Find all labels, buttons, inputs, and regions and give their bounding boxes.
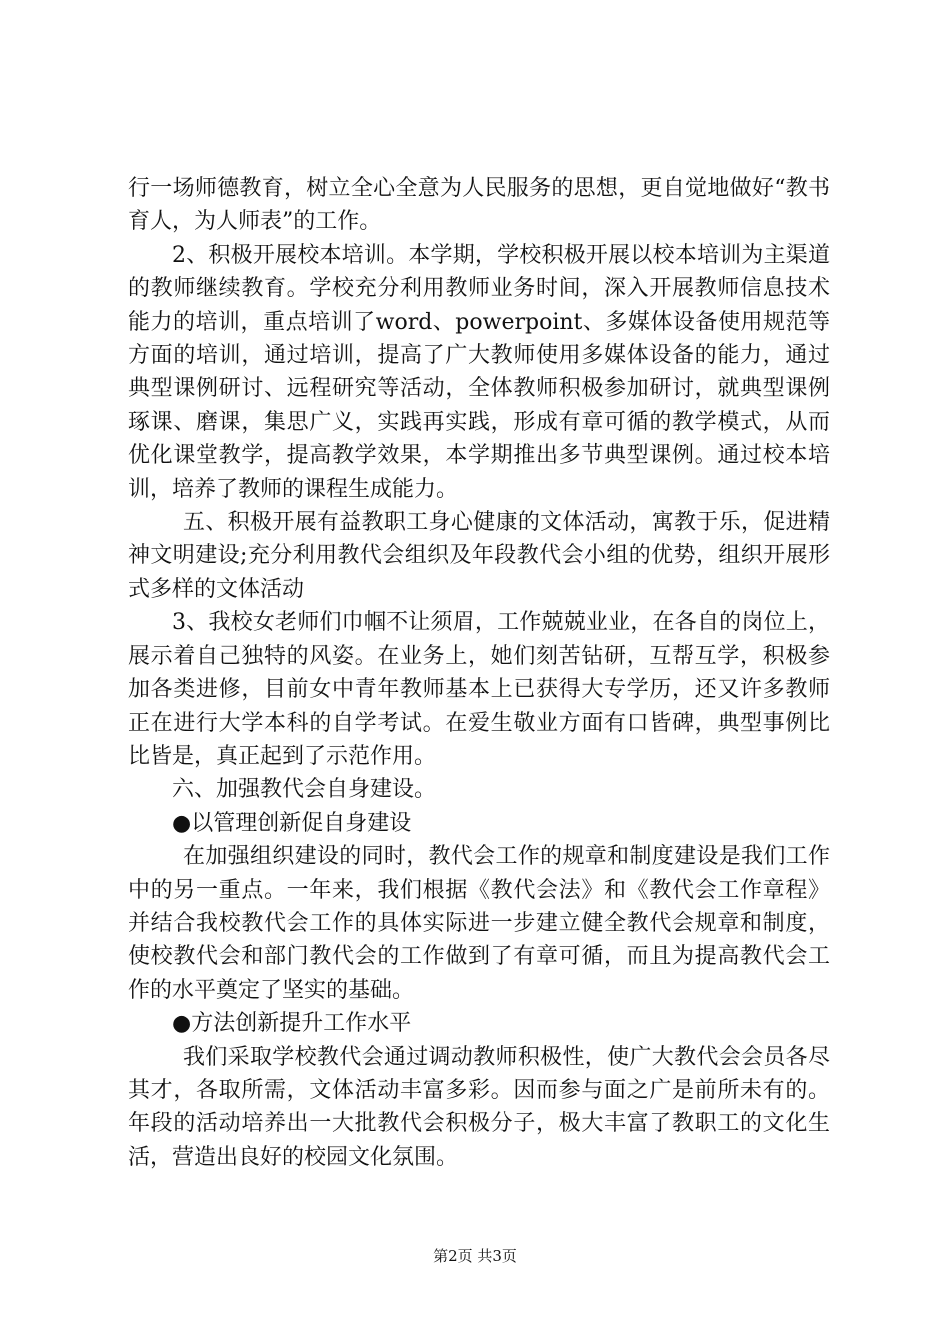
paragraph-rules-building: 在加强组织建设的同时，教代会工作的规章和制度建设是我们工作中的另一重点。一年来，我们根据《教代会法》和《教代会工作章程》并结合我校教代会工作的具体实际进一步建立健全教代会规章和制度，使校教代会和部门教代会的工作做到了有章可循，而且为提高教代会工作的水平奠定了坚实的基础。: [128, 844, 830, 1003]
paragraph-female-teachers: 3、我校女老师们巾帼不让须眉，工作兢兢业业，在各自的岗位上，展示着自己独特的风姿。在业务上，她们刻苦钻研，互帮互学，积极参加各类进修，目前女中青年教师基本上已获得大专学历，还又许多教师正在进行大学本科的自学考试。在爱生敬业方面有口皆碑，典型事例比比皆是，真正起到了示范作用。: [128, 610, 830, 769]
bullet-method-innovation: ●方法创新提升工作水平: [172, 1011, 412, 1037]
paragraph-section-five: 五、积极开展有益教职工身心健康的文体活动，寓教于乐，促进精神文明建设;充分利用教代会组织及年段教代会小组的优势，组织开展形式多样的文体活动: [128, 510, 830, 602]
document-body: [128, 172, 830, 1174]
page-number-footer: 第2页 共3页: [433, 1247, 517, 1265]
paragraph-activities: 我们采取学校教代会通过调动教师积极性，使广大教代会会员各尽其才，各取所需，文体活动丰富多彩。因而参与面之广是前所未有的。年段的活动培养出一大批教代会积极分子，极大丰富了教职工的文化生活，营造出良好的校园文化氛围。: [128, 1044, 830, 1170]
paragraph-continuation: 行一场师德教育，树立全心全意为人民服务的思想，更自觉地做好“教书育人，为人师表”的工作。: [128, 176, 830, 235]
bullet-management-innovation: ●以管理创新促自身建设: [172, 810, 412, 836]
paragraph-school-training: 2、积极开展校本培训。本学期，学校积极开展以校本培训为主渠道的教师继续教育。学校充分利用教师业务时间，深入开展教师信息技术能力的培训，重点培训了word、powerpoint、多媒体设备使用规范等方面的培训，通过培训，提高了广大教师使用多媒体设备的能力，通过典型课例研讨、远程研究等活动，全体教师积极参加研讨，就典型课例琢课、磨课，集思广义，实践再实践，形成有章可循的教学模式，从而优化课堂教学，提高教学效果，本学期推出多节典型课例。通过校本培训，培养了教师的课程生成能力。: [128, 242, 830, 502]
heading-section-six: 六、加强教代会自身建设。: [172, 777, 437, 803]
